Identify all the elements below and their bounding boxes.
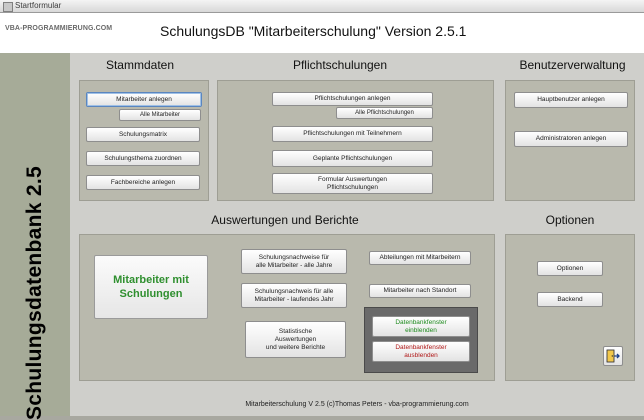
fachbereiche-anlegen-button[interactable]: Fachbereiche anlegen [86,175,200,190]
formular-auswertungen-button[interactable]: Formular Auswertungen Pflichtschulungen [272,173,433,194]
alle-pflichtschulungen-button[interactable]: Alle Pflichtschulungen [336,107,433,119]
section-title-pflichtschulungen: Pflichtschulungen [292,58,388,72]
logo: VBA-PROGRAMMIERUNG.COM [5,25,113,32]
geplante-pflichtschulungen-button[interactable]: Geplante Pflichtschulungen [272,150,433,167]
schulungsnachweis-laufendes-jahr-button[interactable]: Schulungsnachweis für alle Mitarbeiter - laufendes Jahr [241,283,347,308]
pflichtschulungen-mit-teilnehmern-button[interactable]: Pflichtschulungen mit Teilnehmern [272,126,433,142]
hauptbenutzer-anlegen-button[interactable]: Hauptbenutzer anlegen [514,92,628,108]
statistische-auswertungen-button[interactable]: Statistische Auswertungen und weitere Berichte [245,321,346,358]
sidebar [0,53,70,420]
title-bar [0,0,644,13]
datenbankfenster-ausblenden-button[interactable]: Datenbankfenster ausblenden [372,341,470,362]
optionen-button[interactable]: Optionen [537,261,603,276]
form-icon [3,2,13,12]
exit-button[interactable] [603,346,623,366]
administratoren-anlegen-button[interactable]: Administratoren anlegen [514,131,628,147]
abteilungen-mit-mitarbeitern-button[interactable]: Abteilungen mit Mitarbeitern [369,251,471,265]
section-title-benutzerverwaltung: Benutzerverwaltung [519,58,626,72]
exit-door-icon [605,348,621,364]
section-title-optionen: Optionen [545,213,595,227]
alle-mitarbeiter-button[interactable]: Alle Mitarbeiter [119,109,201,121]
schulungsthema-zuordnen-button[interactable]: Schulungsthema zuordnen [86,151,200,166]
window-title: Startformular [15,1,62,10]
header [0,13,644,53]
backend-button[interactable]: Backend [537,292,603,307]
footer: Mitarbeiterschulung V 2.5 (c)Thomas Peters - vba-programmierung.com [245,401,469,408]
section-title-auswertungen: Auswertungen und Berichte [211,213,359,227]
schulungsmatrix-button[interactable]: Schulungsmatrix [86,127,200,142]
mitarbeiter-nach-standort-button[interactable]: Mitarbeiter nach Standort [369,284,471,298]
section-title-stammdaten: Stammdaten [105,58,175,72]
pflichtschulungen-anlegen-button[interactable]: Pflichtschulungen anlegen [272,92,433,106]
schulungsnachweise-alle-jahre-button[interactable]: Schulungsnachweise für alle Mitarbeiter - alle Jahre [241,249,347,274]
mitarbeiter-anlegen-button[interactable]: Mitarbeiter anlegen [86,92,202,107]
mitarbeiter-mit-schulungen-button[interactable]: Mitarbeiter mit Schulungen [94,255,208,319]
app-title: SchulungsDB "Mitarbeiterschulung" Version 2.5.1 [160,23,467,39]
datenbankfenster-einblenden-button[interactable]: Datenbankfenster einblenden [372,316,470,337]
vertical-title: Schulungsdatenbank 2.5 [23,166,46,420]
